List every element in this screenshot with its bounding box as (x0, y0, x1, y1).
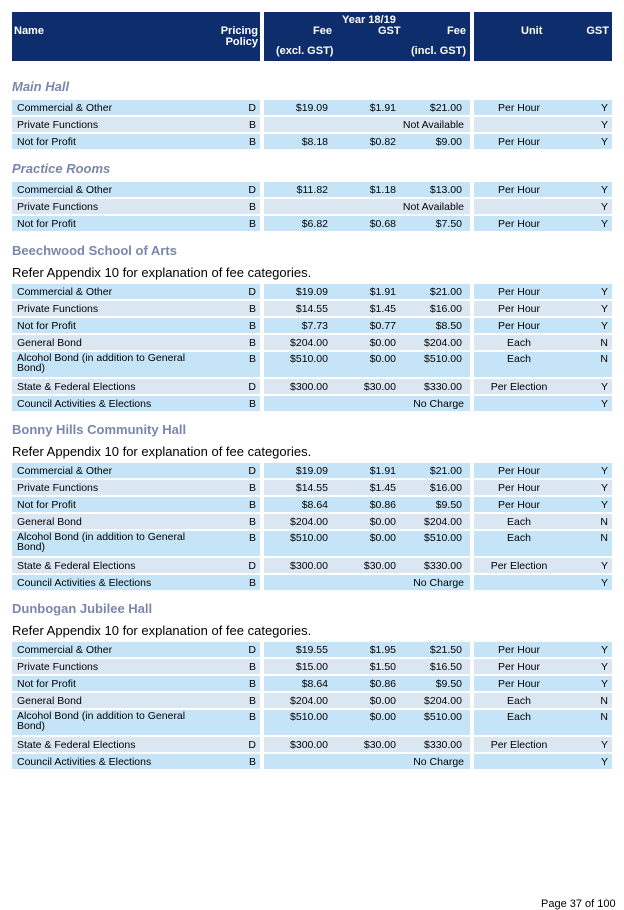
row-fee-excl: $14.55 (295, 302, 328, 315)
row-unit: Per Election (490, 559, 548, 572)
row-name: Alcohol Bond (in addition to General Bond) (17, 531, 186, 553)
header-fee-excl-top: Fee (313, 25, 332, 37)
row-policy: B (248, 576, 256, 589)
row-fee-excl: $204.00 (290, 694, 328, 707)
row-gst-applicable: N (600, 336, 608, 349)
row-fee-excl: $510.00 (290, 353, 328, 365)
row-policy: B (248, 755, 256, 768)
section-title-bonny-hills: Bonny Hills Community Hall (12, 422, 187, 437)
row-unit: Per Hour (497, 498, 540, 511)
row-policy: B (248, 677, 256, 690)
row-gst-applicable: Y (600, 319, 608, 332)
row-fee-excl: $7.73 (301, 319, 328, 332)
row-fee-excl: $6.82 (301, 217, 328, 230)
header-unit-block (474, 12, 612, 61)
row-gst-applicable: Y (600, 118, 608, 131)
table-row (12, 379, 612, 394)
row-fee-excl: $204.00 (290, 515, 328, 528)
row-fee-incl: $204.00 (424, 694, 462, 707)
row-fee-excl: $204.00 (290, 336, 328, 349)
row-unit: Each (507, 694, 531, 707)
row-gst: $30.00 (363, 559, 396, 572)
header-pricing-policy-line1: Pricing (220, 25, 258, 37)
row-unit: Per Hour (497, 217, 540, 230)
row-gst-applicable: Y (600, 135, 608, 148)
row-unit: Each (507, 353, 531, 365)
row-name: Not for Profit (17, 319, 76, 332)
row-fee-incl: $8.50 (435, 319, 462, 332)
header-pricing-policy-line2: Policy (225, 36, 258, 48)
row-name: Private Functions (17, 200, 99, 213)
row-fee-excl: $8.64 (301, 498, 328, 511)
row-gst: $0.00 (369, 515, 396, 528)
row-unit: Per Hour (497, 677, 540, 690)
row-fee-excl: $19.09 (295, 101, 328, 114)
row-gst-applicable: N (600, 711, 608, 723)
row-name: Alcohol Bond (in addition to General Bond) (17, 710, 186, 732)
row-fee-incl: $21.00 (429, 464, 462, 477)
row-name: Not for Profit (17, 217, 76, 230)
row-gst-applicable: Y (600, 101, 608, 114)
row-policy: D (248, 285, 256, 298)
row-name: Commercial & Other (17, 183, 113, 196)
row-unit: Each (507, 711, 531, 723)
row-gst-applicable: Y (600, 738, 608, 751)
row-fee-incl: $204.00 (424, 336, 462, 349)
row-policy: D (248, 559, 256, 572)
row-name: General Bond (17, 694, 82, 707)
header-fee-incl-bottom: (incl. GST) (411, 45, 466, 57)
row-policy: B (248, 397, 256, 410)
row-policy: B (248, 135, 256, 148)
row-gst: $0.00 (369, 532, 396, 544)
table-dunbogan (12, 642, 612, 769)
row-fee-incl: $9.50 (435, 677, 462, 690)
row-gst: $1.50 (369, 660, 396, 673)
row-policy: B (248, 319, 256, 332)
row-fee-text: Not Available (402, 118, 464, 131)
row-gst-applicable: Y (600, 677, 608, 690)
row-gst-applicable: Y (600, 200, 608, 213)
section-title-beechwood: Beechwood School of Arts (12, 243, 177, 258)
table-row (12, 659, 612, 674)
row-fee-excl: $300.00 (290, 738, 328, 751)
header-fee-excl-bottom: (excl. GST) (276, 45, 334, 57)
row-policy: D (248, 643, 256, 656)
row-policy: D (248, 101, 256, 114)
row-gst: $0.00 (369, 694, 396, 707)
row-unit: Per Hour (497, 302, 540, 315)
table-row (12, 514, 612, 529)
row-fee-excl: $300.00 (290, 380, 328, 393)
row-gst: $0.82 (369, 135, 396, 148)
section-note: Refer Appendix 10 for explanation of fee categories. (12, 265, 312, 280)
table-row (12, 754, 612, 769)
header-gst: GST (378, 25, 401, 37)
row-name: Commercial & Other (17, 101, 113, 114)
row-policy: D (248, 183, 256, 196)
header-name-block (12, 12, 260, 61)
row-gst: $0.86 (369, 677, 396, 690)
section-note: Refer Appendix 10 for explanation of fee categories. (12, 444, 312, 459)
row-fee-excl: $14.55 (295, 481, 328, 494)
row-fee-incl: $13.00 (429, 183, 462, 196)
row-policy: B (248, 481, 256, 494)
row-gst-applicable: Y (600, 643, 608, 656)
row-gst-applicable: Y (600, 755, 608, 768)
row-name: Not for Profit (17, 677, 76, 690)
row-name: General Bond (17, 515, 82, 528)
table-row (12, 100, 612, 115)
row-fee-incl: $9.00 (435, 135, 462, 148)
row-policy: B (248, 660, 256, 673)
row-gst-applicable: N (600, 353, 608, 365)
row-policy: B (248, 118, 256, 131)
table-row (12, 642, 612, 657)
row-gst: $1.91 (369, 464, 396, 477)
page-number: Page 37 of 100 (541, 898, 616, 910)
row-name: Private Functions (17, 302, 99, 315)
row-gst: $0.00 (369, 336, 396, 349)
row-fee-incl: $21.00 (429, 101, 462, 114)
row-fee-text: No Charge (413, 397, 464, 410)
table-row (12, 352, 612, 377)
row-fee-incl: $510.00 (424, 532, 462, 544)
row-fee-excl: $300.00 (290, 559, 328, 572)
table-main-hall (12, 100, 612, 149)
row-gst-applicable: Y (600, 559, 608, 572)
row-name: Private Functions (17, 118, 99, 131)
row-gst-applicable: N (600, 532, 608, 544)
row-gst: $1.91 (369, 101, 396, 114)
section-note: Refer Appendix 10 for explanation of fee categories. (12, 623, 312, 638)
row-fee-text: No Charge (413, 755, 464, 768)
row-fee-incl: $330.00 (424, 559, 462, 572)
row-fee-incl: $16.50 (429, 660, 462, 673)
fee-schedule-page (12, 12, 612, 769)
row-fee-text: No Charge (413, 576, 464, 589)
row-name: Private Functions (17, 481, 99, 494)
row-gst: $1.45 (369, 302, 396, 315)
table-practice-rooms (12, 182, 612, 231)
row-name: General Bond (17, 336, 82, 349)
row-gst: $1.18 (369, 183, 396, 196)
row-gst: $0.86 (369, 498, 396, 511)
row-policy: B (248, 694, 256, 707)
row-policy: B (248, 532, 256, 544)
row-fee-excl: $15.00 (295, 660, 328, 673)
row-fee-excl: $19.55 (295, 643, 328, 656)
row-name: Alcohol Bond (in addition to General Bond) (17, 352, 186, 374)
row-fee-incl: $16.00 (429, 481, 462, 494)
row-unit: Per Election (490, 380, 548, 393)
row-fee-excl: $19.09 (295, 464, 328, 477)
row-gst-applicable: Y (600, 660, 608, 673)
row-name: Not for Profit (17, 498, 76, 511)
row-unit: Per Hour (497, 285, 540, 298)
row-gst-applicable: N (600, 515, 608, 528)
row-fee-incl: $16.00 (429, 302, 462, 315)
row-fee-excl: $8.64 (301, 677, 328, 690)
row-fee-incl: $330.00 (424, 738, 462, 751)
row-unit: Per Hour (497, 481, 540, 494)
table-beechwood (12, 284, 612, 411)
row-gst: $0.77 (369, 319, 396, 332)
table-row (12, 693, 612, 708)
row-unit: Per Hour (497, 135, 540, 148)
row-fee-text: Not Available (402, 200, 464, 213)
header-fee-block (264, 12, 470, 61)
row-name: Council Activities & Elections (17, 755, 152, 768)
table-row (12, 318, 612, 333)
row-policy: B (248, 217, 256, 230)
row-unit: Each (507, 532, 531, 544)
table-row (12, 134, 612, 149)
header-unit: Unit (521, 25, 543, 37)
row-name: Council Activities & Elections (17, 576, 152, 589)
section-title-dunbogan: Dunbogan Jubilee Hall (12, 601, 153, 616)
row-name: Not for Profit (17, 135, 76, 148)
row-unit: Each (507, 336, 531, 349)
row-fee-incl: $510.00 (424, 353, 462, 365)
row-fee-incl: $330.00 (424, 380, 462, 393)
header-year: Year 18/19 (342, 14, 396, 26)
row-gst: $1.95 (369, 643, 396, 656)
row-fee-incl: $21.00 (429, 285, 462, 298)
row-policy: D (248, 738, 256, 751)
table-bonny-hills (12, 463, 612, 590)
row-policy: B (248, 200, 256, 213)
row-unit: Per Hour (497, 319, 540, 332)
row-name: State & Federal Elections (17, 380, 136, 393)
row-policy: B (248, 302, 256, 315)
row-gst: $0.00 (369, 353, 396, 365)
section-title-main-hall: Main Hall (12, 79, 70, 94)
table-row (12, 710, 612, 735)
row-gst-applicable: Y (600, 380, 608, 393)
row-policy: B (248, 336, 256, 349)
row-policy: B (248, 353, 256, 365)
row-fee-incl: $7.50 (435, 217, 462, 230)
row-gst-applicable: Y (600, 576, 608, 589)
row-gst-applicable: Y (600, 285, 608, 298)
row-unit: Per Hour (497, 183, 540, 196)
row-gst-applicable: Y (600, 498, 608, 511)
row-gst: $1.45 (369, 481, 396, 494)
row-name: State & Federal Elections (17, 738, 136, 751)
row-fee-excl: $11.82 (296, 183, 328, 196)
row-gst-applicable: Y (600, 464, 608, 477)
row-gst: $30.00 (363, 738, 396, 751)
row-fee-incl: $510.00 (424, 711, 462, 723)
row-unit: Per Hour (497, 464, 540, 477)
row-unit: Per Hour (497, 101, 540, 114)
table-row (12, 575, 612, 590)
section-title-practice-rooms: Practice Rooms (12, 161, 111, 176)
table-row (12, 463, 612, 478)
row-fee-incl: $204.00 (424, 515, 462, 528)
table-header (12, 12, 612, 61)
row-unit: Each (507, 515, 531, 528)
row-policy: D (248, 380, 256, 393)
row-policy: B (248, 498, 256, 511)
row-name: Commercial & Other (17, 643, 113, 656)
table-row (12, 182, 612, 197)
row-name: Commercial & Other (17, 285, 113, 298)
row-gst-applicable: Y (600, 217, 608, 230)
row-name: Council Activities & Elections (17, 397, 152, 410)
row-fee-incl: $21.50 (429, 643, 462, 656)
table-row (12, 117, 612, 132)
table-row (12, 396, 612, 411)
table-row (12, 284, 612, 299)
row-fee-excl: $510.00 (290, 711, 328, 723)
table-row (12, 676, 612, 691)
row-fee-excl: $8.18 (301, 135, 328, 148)
row-unit: Per Hour (497, 660, 540, 673)
table-row (12, 531, 612, 556)
row-name: Private Functions (17, 660, 99, 673)
header-name: Name (14, 25, 44, 37)
row-unit: Per Election (490, 738, 548, 751)
table-row (12, 199, 612, 214)
table-row (12, 558, 612, 573)
row-gst-applicable: Y (600, 397, 608, 410)
table-row (12, 480, 612, 495)
row-gst: $0.00 (369, 711, 396, 723)
row-gst: $0.68 (369, 217, 396, 230)
table-row (12, 335, 612, 350)
row-fee-excl: $510.00 (290, 532, 328, 544)
row-fee-excl: $19.09 (295, 285, 328, 298)
header-gst-applicable: GST (586, 25, 609, 37)
row-fee-incl: $9.50 (435, 498, 462, 511)
row-gst-applicable: Y (600, 183, 608, 196)
row-gst: $1.91 (369, 285, 396, 298)
table-row (12, 497, 612, 512)
row-gst-applicable: N (600, 694, 608, 707)
row-gst-applicable: Y (600, 302, 608, 315)
row-gst: $30.00 (363, 380, 396, 393)
row-name: Commercial & Other (17, 464, 113, 477)
table-row (12, 216, 612, 231)
header-fee-incl-top: Fee (447, 25, 466, 37)
row-policy: B (248, 515, 256, 528)
row-name: State & Federal Elections (17, 559, 136, 572)
row-policy: B (248, 711, 256, 723)
table-row (12, 737, 612, 752)
table-row (12, 301, 612, 316)
row-unit: Per Hour (497, 643, 540, 656)
row-gst-applicable: Y (600, 481, 608, 494)
row-policy: D (248, 464, 256, 477)
